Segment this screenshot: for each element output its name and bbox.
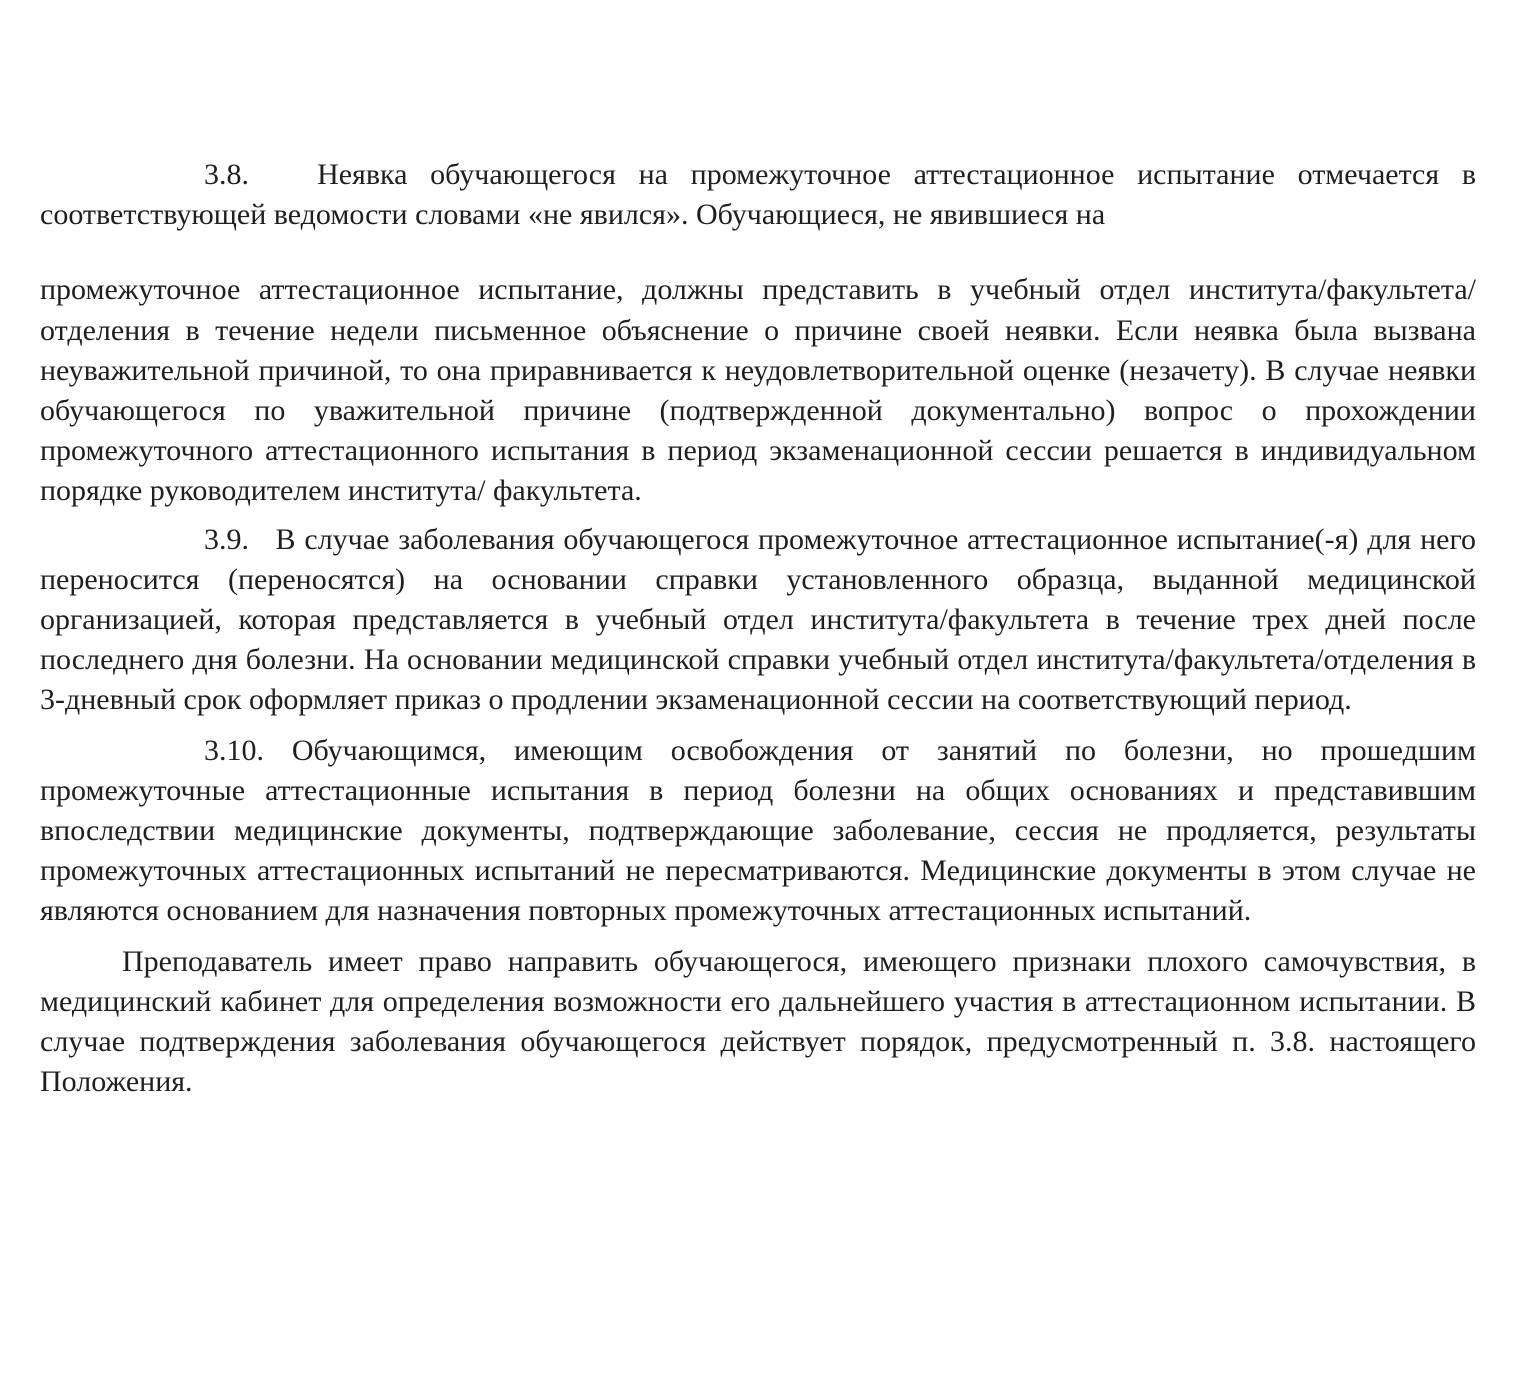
paragraph-text: Преподаватель имеет право направить обучающегося, имеющего признаки плохого самочувствия, в медицинский кабинет для определения возможности его дальнейшего участия в аттестационном испытании. В случае подтверждения заболевания обучающегося действует порядок, предусмотренный п. 3.8. настоящего Положения. <box>40 944 1476 1099</box>
paragraph-3-8 <box>40 155 1476 235</box>
paragraph-text: В случае заболевания обучающегося промежуточное аттестационное испытание(-я) для него переносится (переносятся) на основании справки установленного образца, выданной медицинской организацией, которая представляется в учебный отдел института/факультета в течение трех дней после последнего дня болезни. На основании медицинской справки учебный отдел института/факультета/отделения в 3-дневный срок оформляет приказ о продлении экзаменационной сессии на соответствующий период. <box>40 522 1477 717</box>
paragraph-text: Неявка обучающегося на промежуточное аттестационное испытание отмечается в соответствующей ведомости словами «не явился». Обучающиеся, не явившиеся на <box>40 158 1477 232</box>
paragraph-3-8-continued <box>40 270 1476 511</box>
paragraph-text: Обучающимся, имеющим освобождения от занятий по болезни, но прошедшим промежуточные аттестационные испытания в период болезни на общих основаниях и представившим впоследствии медицинские документы, подтверждающие заболевание, сессия не продляется, результаты промежуточных аттестационных испытаний не пересматриваются. Медицинские документы в этом случае не являются основанием для назначения повторных промежуточных аттестационных испытаний. <box>40 733 1476 928</box>
paragraph-3-9 <box>40 520 1476 721</box>
paragraph-number: 3.8. <box>204 158 249 191</box>
paragraph-teacher-right <box>40 942 1476 1103</box>
paragraph-number: 3.9. <box>204 522 249 556</box>
paragraph-text: промежуточное аттестационное испытание, должны представить в учебный отдел института/факультета/отделения в течение недели письменное объяснение о причине своей неявки. Если неявка была вызвана неуважительной причиной, то она приравнивается к неудовлетворительной оценке (незачету). В случае неявки обучающегося по уважительной причине (подтвержденной документально) вопрос о прохождении промежуточного аттестационного испытания в период экзаменационной сессии решается в индивидуальном порядке руководителем института/ факультета. <box>40 273 1476 508</box>
paragraph-number: 3.10. <box>204 733 264 767</box>
paragraph-3-10 <box>40 731 1476 932</box>
document-page <box>40 155 1476 1102</box>
